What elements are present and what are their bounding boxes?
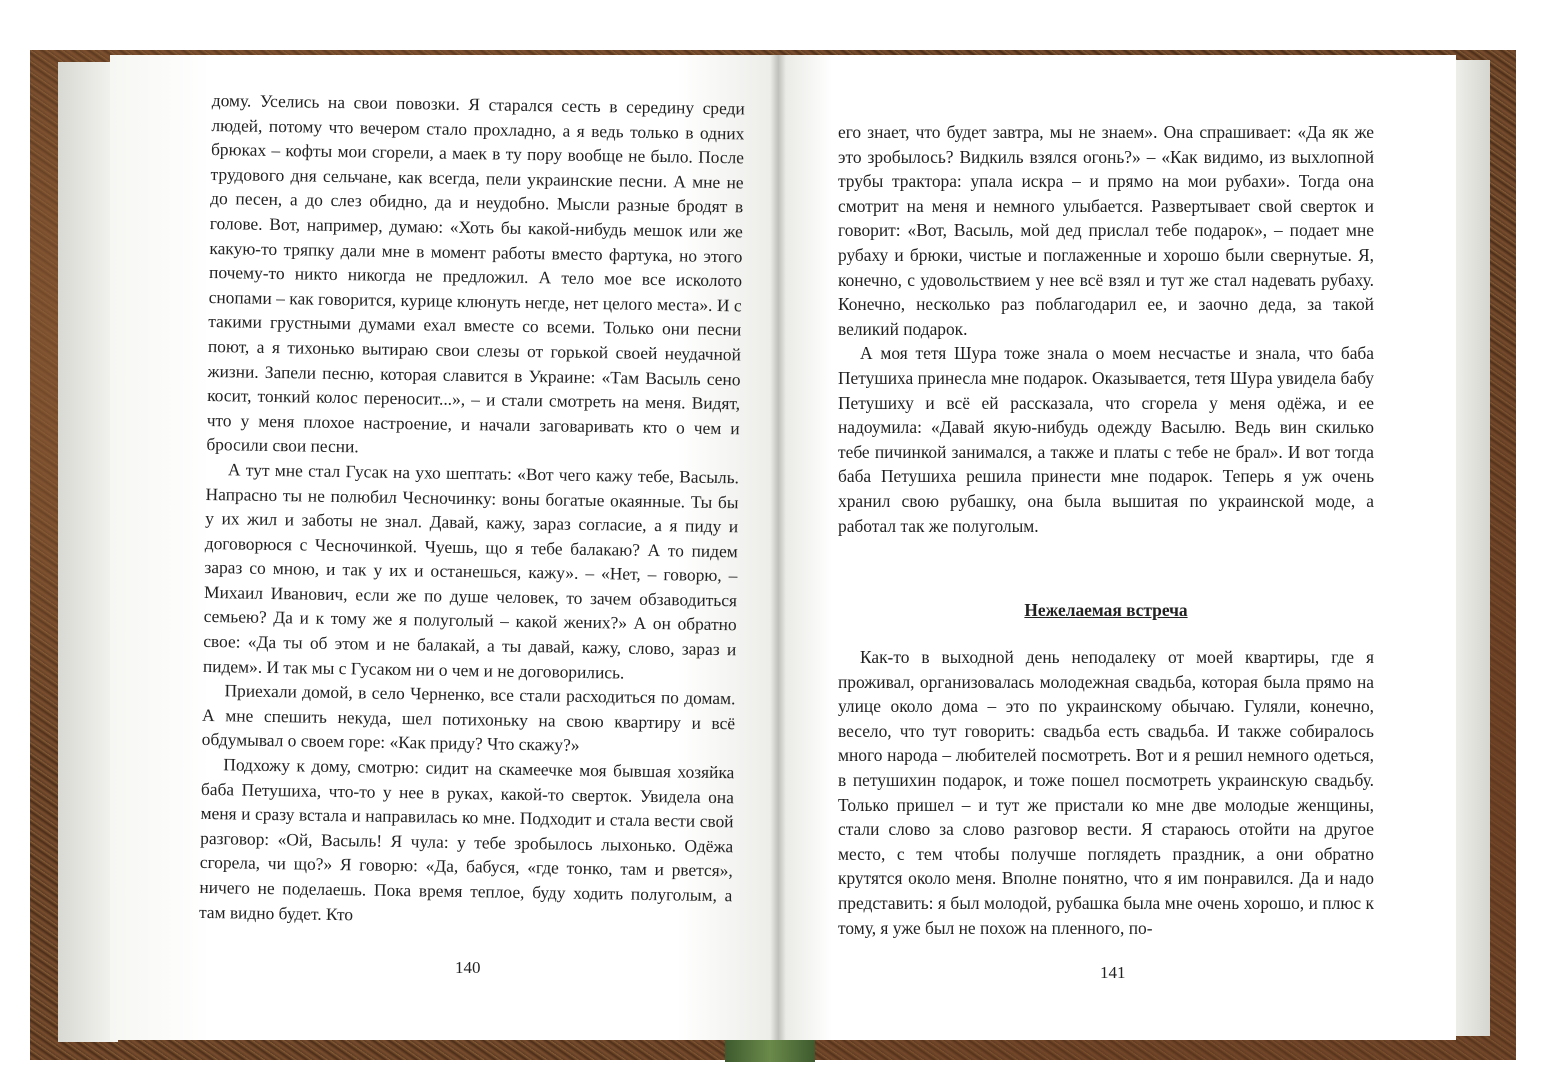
paragraph: Приехали домой, в село Черненко, все стали расходиться по домам. А мне спешить некуда, шел потихоньку на свою квартиру и всё обдумывал о своем горе: «Как приду? Что скажу?» bbox=[201, 680, 736, 756]
right-page-stack bbox=[1450, 60, 1490, 1036]
page-number-right: 141 bbox=[1100, 963, 1126, 982]
book-gutter bbox=[770, 55, 786, 1040]
paragraph: его знает, что будет завтра, мы не знаем». Она спрашивает: «Да як же это зробылось? Видкиль взялся огонь?» – «Как видимо, из выхлопной трубы трактора: упала искра – и прямо на мои рубахи». Тогда она смотрит на меня и немного улыбается. Развертывает свой сверток и говорит: «Вот, Васыль, мой дед прислал тебе подарок», – подает мне рубаху и брюки, чистые и поглаженные и хорошо были свернутые. Я, конечно, с удовольствием у нее всё взял и тут же стал надевать рубаху. Конечно, несколько раз поблагодарил ее, и заочно деда, за такой великий подарок. bbox=[838, 122, 1374, 339]
page-number-left: 140 bbox=[455, 958, 481, 977]
paragraph: Подхожу к дому, смотрю: сидит на скамеечке моя бывшая хозяйка баба Петушиха, что-то у нее в руках, какой-то сверток. Увидела она меня и сразу встала и направилась ко мне. Подходит и стала вести свой разговор: «Ой, Васыль! Я чула: у тебе зробылось лыхонько. Одёжа сгорела, чи що?» Я говорю: «Да, бабуся, «где тонко, там и рвется», ничего не поделаешь. Пока время теплое, буду ходить полуголым, а там видно будет. Кто bbox=[198, 754, 735, 924]
section-heading: Нежелаемая встреча bbox=[1024, 600, 1188, 620]
paragraph: А тут мне стал Гусак на ухо шептать: «Вот чего кажу тебе, Васыль. Напрасно ты не полюбил Чесночинку: воны богатые окаянные. Ты бы у их жил и заботы не знал. Давай, кажу, зараз согласие, а я пиду и договорюся с Чесночинкой. Чуешь, що я тебе балакаю? А то пидем зараз со мною, и так у их и останешься, кажу». – «Нет, – говорю, – Михаил Иванович, если же по душе человек, то зачем обзаводиться семьею? Да и к тому же я полуголый – какой жених?» А он обратно свое: «Да ты об этом и не балакай, а ты давай, кажу, слово, зараз и пидем». И так мы с Гусаком ни о чем и не договорились. bbox=[202, 459, 740, 683]
paragraph: А моя тетя Шура тоже знала о моем несчастье и знала, что баба Петушиха принесла мне подарок. Оказывается, тетя Шура увидела бабу Петушиху и всё ей рассказала, что сгорела у меня одёжа, и ее надоумила: «Давай якую-нибудь одежду Васылю. Ведь вин скилько тебе пичинкой занимался, а также и платы с тебе не брал». И вот тогда баба Петушиха решила принести мне подарок. Теперь я уж очень хранил свою рубашку, она была вышитая по украинской моде, а работал так же полуголым. bbox=[838, 343, 1374, 536]
book-spine bbox=[725, 1040, 815, 1062]
right-page-text-bottom bbox=[838, 645, 1374, 940]
paragraph: Как-то в выходной день неподалеку от моей квартиры, где я проживал, организовалась молодежная свадьба, которая была прямо на улице около дома – это по украинскому обычаю. Гуляли, конечно, весело, что тут говорить: свадьба есть свадьба. И также собиралось много народа – любителей посмотреть. Вот и я решил немного одеться, в петушихин подарок, и тоже пошел посмотреть украинскую свадьбу. Только пришел – и тут же пристали ко мне две молодые женщины, стали слово за слово разговор вести. Я стараюсь отойти на другое место, с тем чтобы получше поглядеть праздник, а они обратно крутятся около меня. Вполне понятно, что я им понравился. Да и надо представить: я был молодой, рубашка была мне очень хорошо, и плюс к тому, я уже был не похож на пленного, по- bbox=[838, 647, 1374, 938]
left-page-text bbox=[199, 88, 745, 932]
left-page-stack bbox=[58, 62, 118, 1042]
right-page-text-top bbox=[838, 120, 1374, 538]
paragraph: дому. Уселись на свои повозки. Я старался сесть в середину среди людей, потому что вечером стало прохладно, а я ведь только в одних брюках – кофты мои сгорели, а маек в ту пору вообще не было. После трудового дня сельчане, как всегда, пели украинские песни. А мне не до песен, а до слез обидно, да и неудобно. Мысли разные бродят в голове. Вот, например, думаю: «Хоть бы какой-нибудь мешок или же какую-то тряпку дали мне в момент работы вместо фартука, но этого почему-то никто никогда не предложил. А тело мое все исколото снопами – как говорится, курице клюнуть негде, нет целого места». И с такими грустными думами ехал вместе со всеми. Только они песни поют, а я тихонько вытираю свои слезы от горькой своей неудачной жизни. Запели песню, которая славится в Украине: «Там Васыль сено косит, тонкий колос переносит...», – и стали смотреть на меня. Видят, что у меня плохое настроение, и начали заговаривать кто о чем и бросили свои песни. bbox=[206, 89, 745, 457]
